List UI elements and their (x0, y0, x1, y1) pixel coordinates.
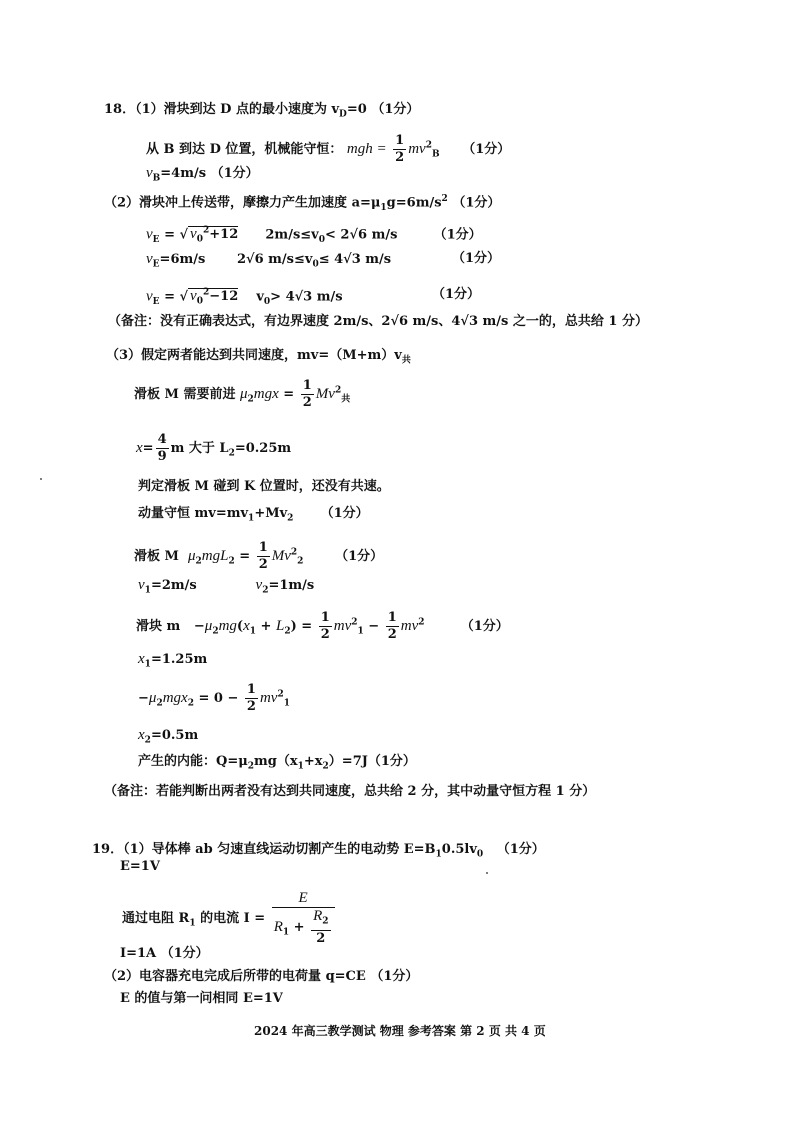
board-need-line: 滑板 M 需要前进 $\mu_2mgx$ = $\frac{1}{2}$ $Mv^2_共$ (134, 378, 351, 410)
current-line: 通过电阻 $R_1$ 的电流 I = E $R_1$ + $\frac{R_2}{2}$ (122, 890, 337, 947)
case-3-point: （1分） (432, 287, 481, 302)
x2-eq-line: $-\mu_2mgx_2 = 0$ − $\frac{1}{2}$ $mv^2_1$ (138, 682, 290, 714)
v-values-line: $v_1=2m/s$ $v_2=1m/s$ (138, 577, 315, 596)
case-1-line: $v_E$ = √ $v_0^2+12$ $2m/s\le v_0< 2√6$ m/s （1分） (146, 226, 482, 245)
block-m-line: 滑块 $m -\mu_2mg(x_1 + L_2)$ = $\frac{1}{2}$ $mv^2_1$ − $\frac{1}{2}$ $mv^2$ （1分） (136, 610, 509, 642)
page-footer: 2024 年高三教学测试 物理 参考答案 第 2 页 共 4 页 (254, 1024, 546, 1038)
case-2-point: （1分） (452, 251, 501, 266)
scan-speck (40, 478, 42, 480)
x-result-line: x= $\frac{4}{9}$ m 大于 $L_2=0.25m$ (136, 432, 292, 464)
q18-2-line: （2）滑块冲上传送带，摩擦力产生加速度 $a=\mu_1g=6m/s^2$ （1分） (104, 194, 501, 213)
x1-line: $x_1=1.25m$ (138, 651, 208, 670)
e-value-line: E=1V (120, 859, 160, 874)
note-2: （备注：若能判断出两者没有达到共同速度，总共给 2 分，其中动量守恒方程 1 分） (104, 784, 596, 799)
heat-line: 产生的内能：$Q=\mu_2mg(x_1+x_2)=7J(1$分） (138, 754, 416, 772)
q18-3-line: （3）假定两者能达到共同速度，$mv=(M+m)v_共$ (106, 348, 411, 366)
judge-line: 判定滑板 M 碰到 K 位置时，还没有共速。 (138, 479, 390, 494)
q18-energy-line: 从 B 到达 D 位置，机械能守恒： mgh = $\frac{1}{2}$ $mv^2_B$ （1分） (146, 133, 511, 165)
board-m-line: 滑板 M $\mu_2mgL_2$ = $\frac{1}{2}$ $Mv^2_2$ （1分） (134, 540, 384, 572)
scan-speck (486, 872, 488, 874)
note-1: （备注：没有正确表达式，有边界速度 2m/s、2√6 m/s、4√3 m/s 之一的，总共给 1 分） (108, 314, 648, 329)
i-value-line: I=1A （1分） (120, 946, 209, 961)
e-same-line: E 的值与第一问相同 E=1V (120, 991, 283, 1006)
x2-line: $x_2=0.5m$ (138, 727, 199, 746)
case-2-line: $v_E=6m/s$ 2√6 $m/s\le v_0\le 4√3$ m/s (146, 251, 392, 270)
q19-1-line: 19．（1）导体棒 ab 匀速直线运动切割产生的电动势 $E=B_10.5lv_0$ （1分） (92, 842, 545, 860)
q18-1-line: 18．（1）滑块到达 D 点的最小速度为 $v_D=0$ （1分） (104, 102, 420, 120)
vb-line: $v_B=4m/s$ （1分） (146, 165, 259, 184)
case-3-line: $v_E$ = √ $v_0^2-12$ $v_0> 4√3$ m/s (146, 288, 343, 307)
q19-2-line: （2）电容器充电完成后所带的电荷量 q=CE （1分） (104, 969, 419, 984)
momentum-line: 动量守恒 $mv=mv_1+Mv_2$ （1分） (138, 506, 369, 524)
